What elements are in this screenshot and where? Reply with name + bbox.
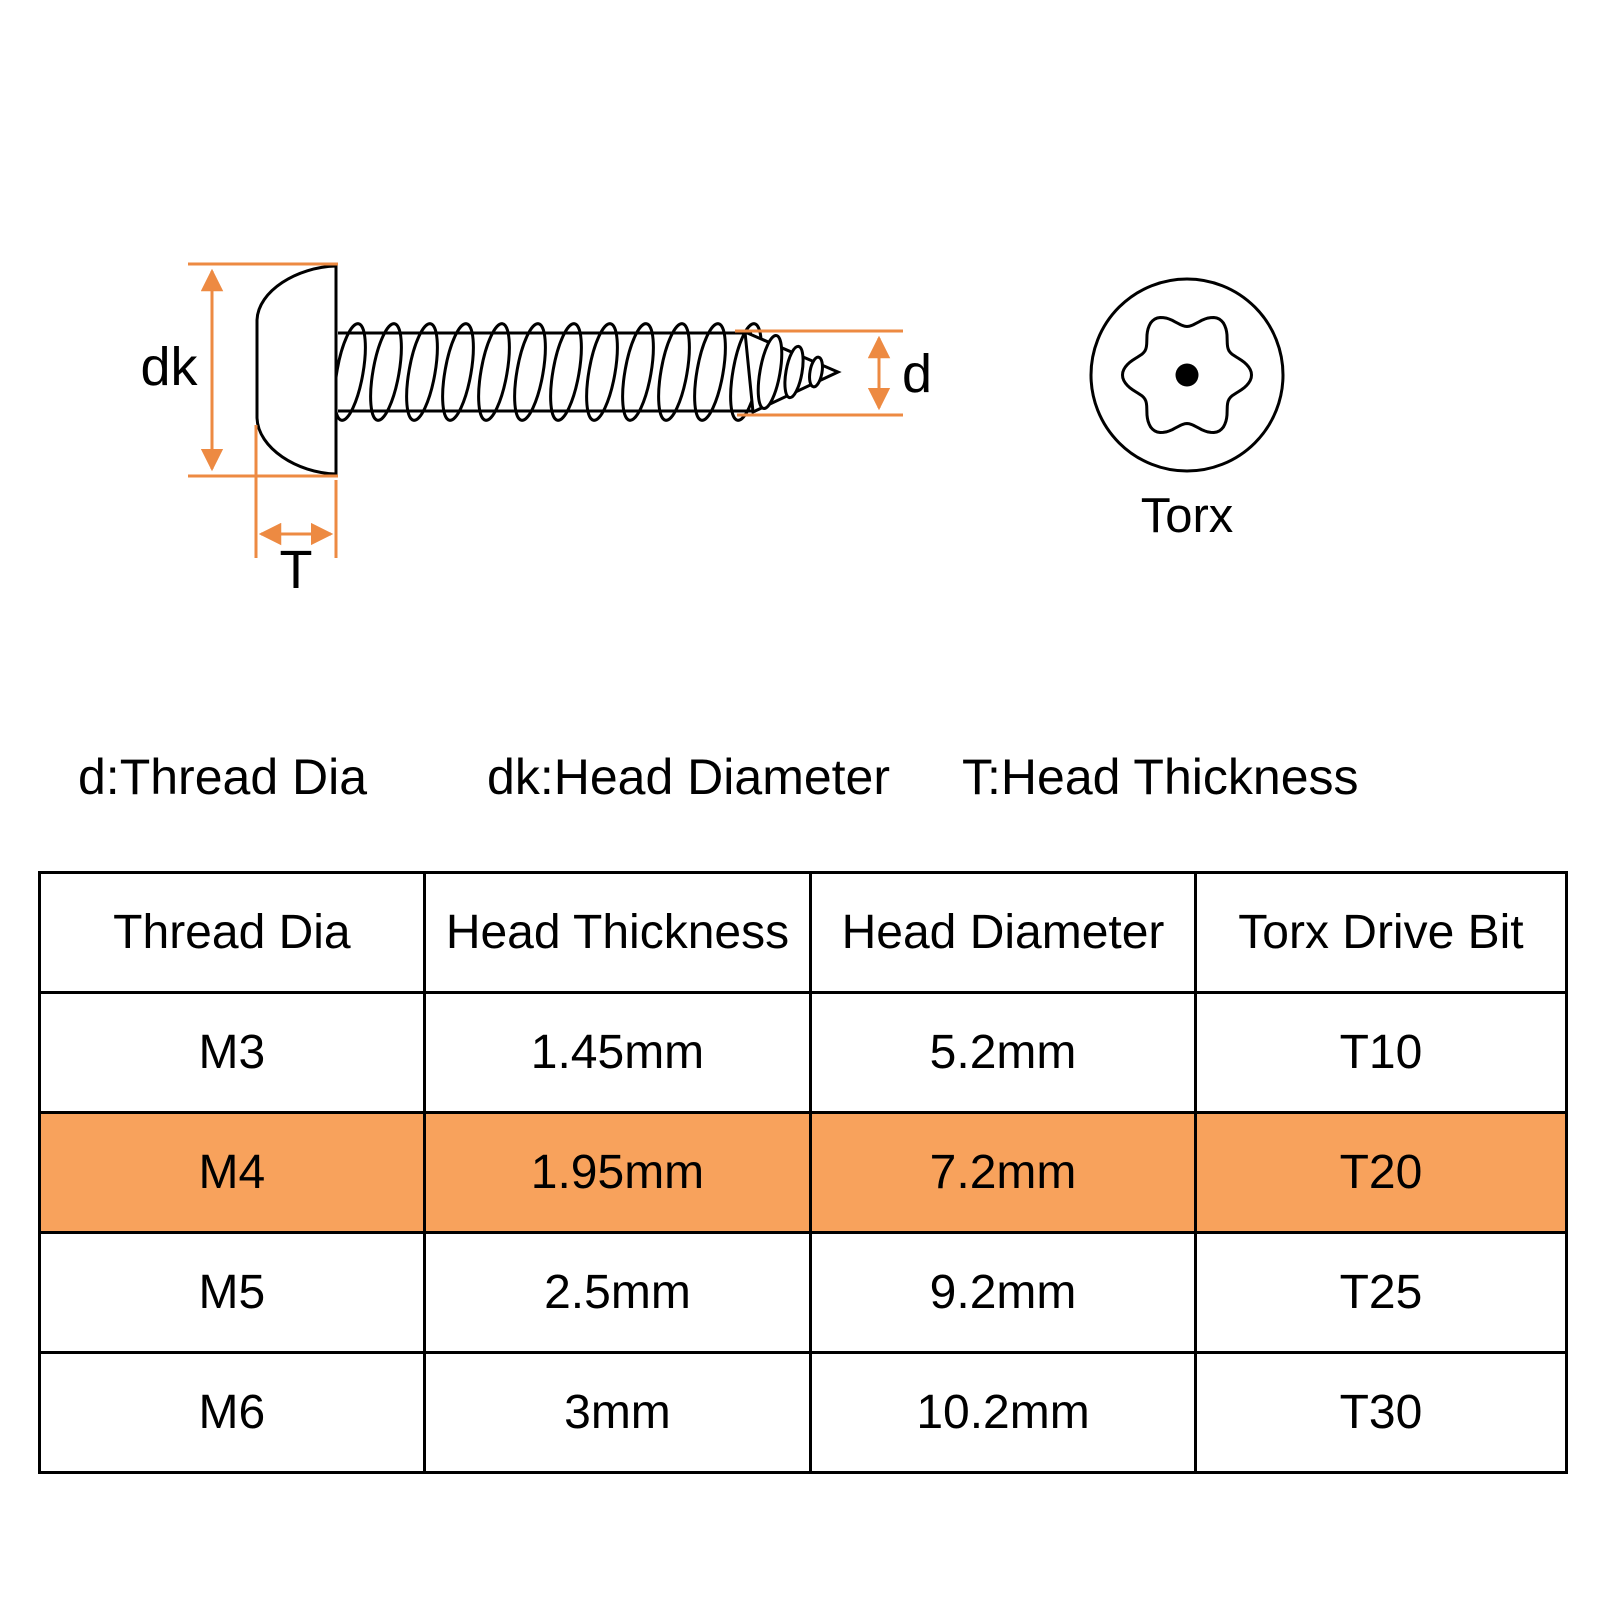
cell-torx-drive-bit: T25 [1195, 1233, 1566, 1353]
cell-thread-dia: M6 [40, 1353, 425, 1473]
legend-item-thread-dia: d:Thread Dia [78, 749, 368, 805]
legend-item-head-diameter: dk:Head Diameter [487, 749, 891, 805]
cell-torx-drive-bit: T20 [1195, 1113, 1566, 1233]
header-torx-drive-bit: Torx Drive Bit [1195, 873, 1566, 993]
table-row-m3 [40, 993, 1567, 1113]
torx-end-view [1091, 279, 1283, 543]
dim-label-t: T [279, 540, 313, 600]
cell-head-diameter: 9.2mm [811, 1233, 1196, 1353]
spec-table [38, 871, 1568, 1474]
legend-item-head-thickness: T:Head Thickness [962, 749, 1359, 805]
table-row-m5 [40, 1233, 1567, 1353]
thread-crests [329, 321, 768, 422]
table-row-m6 [40, 1353, 1567, 1473]
torx-label: Torx [1140, 489, 1234, 543]
header-thread-dia: Thread Dia [40, 873, 425, 993]
table-header-row [40, 873, 1567, 993]
cell-head-thickness: 1.95mm [424, 1113, 810, 1233]
cell-torx-drive-bit: T30 [1195, 1353, 1566, 1473]
screw-head [257, 266, 336, 474]
cell-head-diameter: 5.2mm [811, 993, 1196, 1113]
cell-head-thickness: 3mm [424, 1353, 810, 1473]
cell-head-thickness: 1.45mm [424, 993, 810, 1113]
screw-diagram [0, 0, 1600, 760]
dim-label-d: d [901, 344, 933, 404]
header-head-diameter: Head Diameter [811, 873, 1196, 993]
cell-head-diameter: 10.2mm [811, 1353, 1196, 1473]
cell-thread-dia: M5 [40, 1233, 425, 1353]
cell-head-thickness: 2.5mm [424, 1233, 810, 1353]
legend [78, 748, 1359, 806]
table-row-m4 [40, 1113, 1567, 1233]
screw-side-view [257, 266, 838, 474]
torx-center-dot [1176, 364, 1199, 387]
cell-thread-dia: M3 [40, 993, 425, 1113]
cell-head-diameter: 7.2mm [811, 1113, 1196, 1233]
header-head-thickness: Head Thickness [424, 873, 810, 993]
cell-thread-dia: M4 [40, 1113, 425, 1233]
cell-torx-drive-bit: T10 [1195, 993, 1566, 1113]
dim-label-dk: dk [140, 337, 198, 397]
